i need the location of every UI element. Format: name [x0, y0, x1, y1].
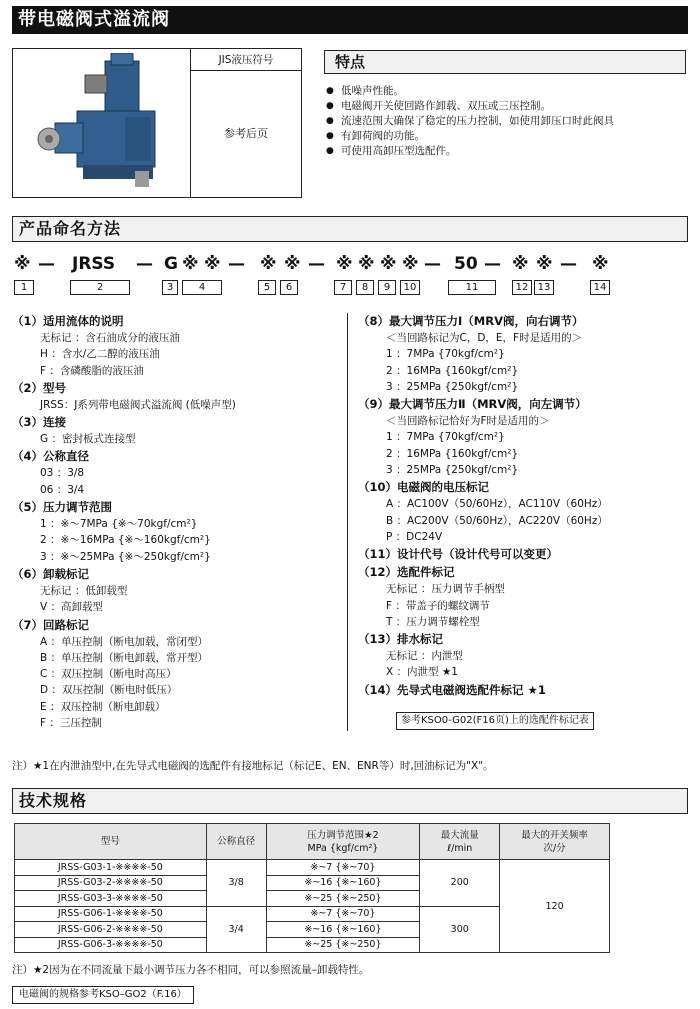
product-photo — [13, 49, 191, 197]
solenoid-spec-reference: 电磁阀的规格参考KSO–GO2（F.16） — [12, 986, 194, 1004]
naming-option: 2 ：※～16MPa {※～160kgf/cm²} — [40, 534, 211, 547]
code-part: ※ — [536, 254, 553, 274]
col-header-pressure: 压力调节范围★2 MPa {kgf/cm²} — [266, 824, 420, 860]
code-number: 11 — [448, 280, 496, 295]
naming-option: F ：三压控制 — [40, 717, 102, 730]
page-title: 带电磁阀式溢流阀 — [12, 6, 688, 34]
naming-option: 1 ：7MPa {70kgf/cm²} — [386, 348, 505, 361]
code-part: — — [308, 254, 325, 274]
code-number: 9 — [378, 280, 396, 295]
col-header-model: 型号 — [15, 824, 207, 860]
naming-option: C ：双压控制（断电时高压） — [40, 668, 177, 681]
pressure-cell: ※~25 {※~250} — [266, 937, 420, 953]
code-number: 2 — [70, 280, 130, 295]
naming-left-column — [12, 312, 342, 731]
code-number: 13 — [534, 280, 554, 295]
code-number: 12 — [512, 280, 532, 295]
code-part: ※ — [592, 254, 609, 274]
naming-heading: （13）排水标记 — [358, 632, 444, 647]
naming-option: 1 ：※～7MPa {※～70kgf/cm²} — [40, 518, 198, 531]
feature-item: ● 流速范围大确保了稳定的压力控制，如使用卸压口时此阀具 — [326, 114, 686, 129]
naming-heading: （9）最大调节压力Ⅱ（MRV阀，向左调节） — [358, 397, 587, 412]
naming-heading: （1）适用流体的说明 — [12, 314, 124, 328]
col-header-flow: 最大流量 ℓ/min — [420, 824, 500, 860]
naming-option: P ：DC24V — [386, 530, 443, 543]
naming-option: ＜当回路标记为C，D，E，F时是适用的＞ — [386, 332, 583, 344]
code-number: 4 — [182, 280, 222, 295]
naming-option: B ：AC200V（50/60Hz），AC220V（60Hz） — [386, 514, 608, 527]
code-part: ※ — [284, 254, 301, 274]
naming-option: 无标记 ：含石油成分的液压油 — [40, 332, 180, 344]
naming-option: 无标记 ：内泄型 — [386, 650, 463, 663]
pressure-cell: ※~16 {※~160} — [266, 875, 420, 891]
feature-item-continued: ● 有卸荷阀的功能。 — [326, 129, 686, 144]
naming-heading: （10）电磁阀的电压标记 — [358, 480, 490, 495]
code-part: ※ — [182, 254, 199, 274]
features-list — [326, 84, 686, 159]
naming-option: 3 ：25MPa {250kgf/cm²} — [386, 464, 519, 477]
code-part: ※ — [204, 254, 221, 274]
size-cell: 3/8 — [206, 860, 266, 907]
naming-option: G ：密封板式连接型 — [40, 433, 136, 446]
naming-heading: （7）回路标记 — [12, 617, 90, 632]
naming-option: 3 ：25MPa {250kgf/cm²} — [386, 380, 519, 393]
flow-cell: 200 — [420, 860, 500, 907]
naming-option: A ：单压控制（断电加载，常闭型） — [40, 635, 209, 648]
code-part: ※ — [380, 254, 397, 274]
naming-heading: （5）压力调节范围 — [12, 500, 113, 515]
naming-option: F ：带盖子的螺纹调节 — [386, 599, 490, 612]
pressure-cell: ※~7 {※~70} — [266, 860, 420, 876]
code-part: ※ — [402, 254, 419, 274]
naming-option: A ：AC100V（50/60Hz），AC110V（60Hz） — [386, 498, 608, 511]
pressure-cell: ※~16 {※~160} — [266, 922, 420, 938]
naming-option: 06 ：3/4 — [40, 483, 85, 496]
code-part: — — [424, 254, 441, 274]
code-number: 14 — [590, 280, 610, 295]
code-part: ※ — [512, 254, 529, 274]
table-row — [15, 860, 610, 876]
model-code-line — [12, 254, 688, 282]
code-part: — — [228, 254, 245, 274]
naming-option: 03 ：3/8 — [40, 467, 85, 480]
code-part: ※ — [260, 254, 277, 274]
naming-heading: （12）选配件标记 — [358, 565, 455, 580]
naming-option: 无标记 ：低卸载型 — [40, 584, 128, 597]
col-header-size: 公称直径 — [206, 824, 266, 860]
note-1: 注）★1在内泄油型中,在先导式电磁阀的选配件有接地标记（标记E、EN、ENR等）时,回油标记为"X"。 — [12, 760, 494, 772]
naming-section-title: 产品命名方法 — [12, 216, 688, 242]
naming-heading: （8）最大调节压力Ⅰ（MRV阀，向右调节） — [358, 314, 584, 328]
code-number: 6 — [280, 280, 298, 295]
naming-option: B ：单压控制（断电卸载，常开型） — [40, 651, 209, 664]
naming-heading: （6）卸载标记 — [12, 566, 90, 581]
naming-option: E ：双压控制（断电卸载） — [40, 700, 166, 713]
code-part: — — [38, 254, 55, 274]
code-number: 7 — [334, 280, 352, 295]
naming-option: H ：含水/乙二醇的液压油 — [40, 348, 160, 361]
frequency-cell: 120 — [500, 860, 610, 953]
code-part: ※ — [358, 254, 375, 274]
naming-option: 2 ：16MPa {160kgf/cm²} — [386, 364, 519, 377]
flow-cell: 300 — [420, 906, 500, 953]
naming-option: 无标记 ：压力调节手柄型 — [386, 583, 505, 596]
spec-table — [14, 823, 610, 953]
code-part: 50 — [454, 254, 478, 274]
naming-option: ＜当回路标记恰好为F时是适用的＞ — [386, 415, 550, 428]
pressure-cell: ※~25 {※~250} — [266, 891, 420, 907]
naming-heading: （4）公称直径 — [12, 449, 90, 464]
size-cell: 3/4 — [206, 906, 266, 953]
feature-item: ● 电磁阀开关使回路作卸载、双压或三压控制。 — [326, 99, 686, 114]
naming-heading: （3）连接 — [12, 415, 67, 430]
naming-option: 3 ：※～25MPa {※～250kgf/cm²} — [40, 550, 211, 563]
product-info-table — [12, 48, 302, 198]
jis-symbol-reference: 参考后页 — [224, 127, 268, 140]
code-number: 10 — [400, 280, 420, 295]
jis-symbol-header: JIS液压符号 — [191, 49, 301, 71]
code-number: 5 — [258, 280, 276, 295]
code-number: 3 — [162, 280, 178, 295]
model-cell: JRSS-G06-1-※※※※-50 — [15, 906, 207, 922]
naming-option: X ：内泄型 ★1 — [386, 666, 458, 679]
naming-option: T ：压力调节螺栓型 — [386, 615, 480, 628]
naming-option: F ：含磷酸脂的液压油 — [40, 364, 144, 377]
naming-heading: （11）设计代号（设计代号可以变更） — [358, 547, 559, 562]
naming-heading: （14）先导式电磁阀选配件标记 ★1 — [358, 682, 546, 697]
features-title: 特点 — [324, 50, 686, 74]
feature-item: ● 可使用高卸压型选配件。 — [326, 144, 686, 159]
option-reference-box: 参考KSO0-G02(F16页)上的选配件标记表 — [396, 712, 594, 730]
code-number: 1 — [14, 280, 34, 295]
code-part: — — [484, 254, 501, 274]
col-header-frequency: 最大的开关频率 次/分 — [500, 824, 610, 860]
naming-option: D ：双压控制（断电时低压） — [40, 684, 178, 697]
naming-right-column — [358, 312, 688, 699]
naming-option: V ：高卸载型 — [40, 601, 104, 614]
naming-option: 2 ：16MPa {160kgf/cm²} — [386, 447, 519, 460]
naming-heading: （2）型号 — [12, 380, 67, 395]
code-part: JRSS — [72, 254, 116, 274]
code-part: — — [136, 254, 153, 274]
code-number: 8 — [356, 280, 374, 295]
pressure-cell: ※~7 {※~70} — [266, 906, 420, 922]
model-cell: JRSS-G03-1-※※※※-50 — [15, 860, 207, 876]
code-part: ※ — [14, 254, 31, 274]
model-cell: JRSS-G06-3-※※※※-50 — [15, 937, 207, 953]
model-cell: JRSS-G03-2-※※※※-50 — [15, 875, 207, 891]
model-cell: JRSS-G06-2-※※※※-50 — [15, 922, 207, 938]
code-part: — — [560, 254, 577, 274]
naming-option: 1 ：7MPa {70kgf/cm²} — [386, 431, 505, 444]
code-part: ※ — [336, 254, 353, 274]
code-part: G — [164, 254, 178, 274]
model-cell: JRSS-G03-3-※※※※-50 — [15, 891, 207, 907]
note-2: 注）★2因为在不同流量下最小调节压力各不相同，可以参照流量–卸载特性。 — [12, 964, 370, 976]
feature-item: ● 低噪声性能。 — [326, 84, 686, 99]
naming-option: JRSS：J系列带电磁阀式溢流阀 (低噪声型) — [40, 398, 236, 411]
spec-section-title: 技术规格 — [12, 788, 688, 814]
column-divider — [347, 313, 348, 731]
